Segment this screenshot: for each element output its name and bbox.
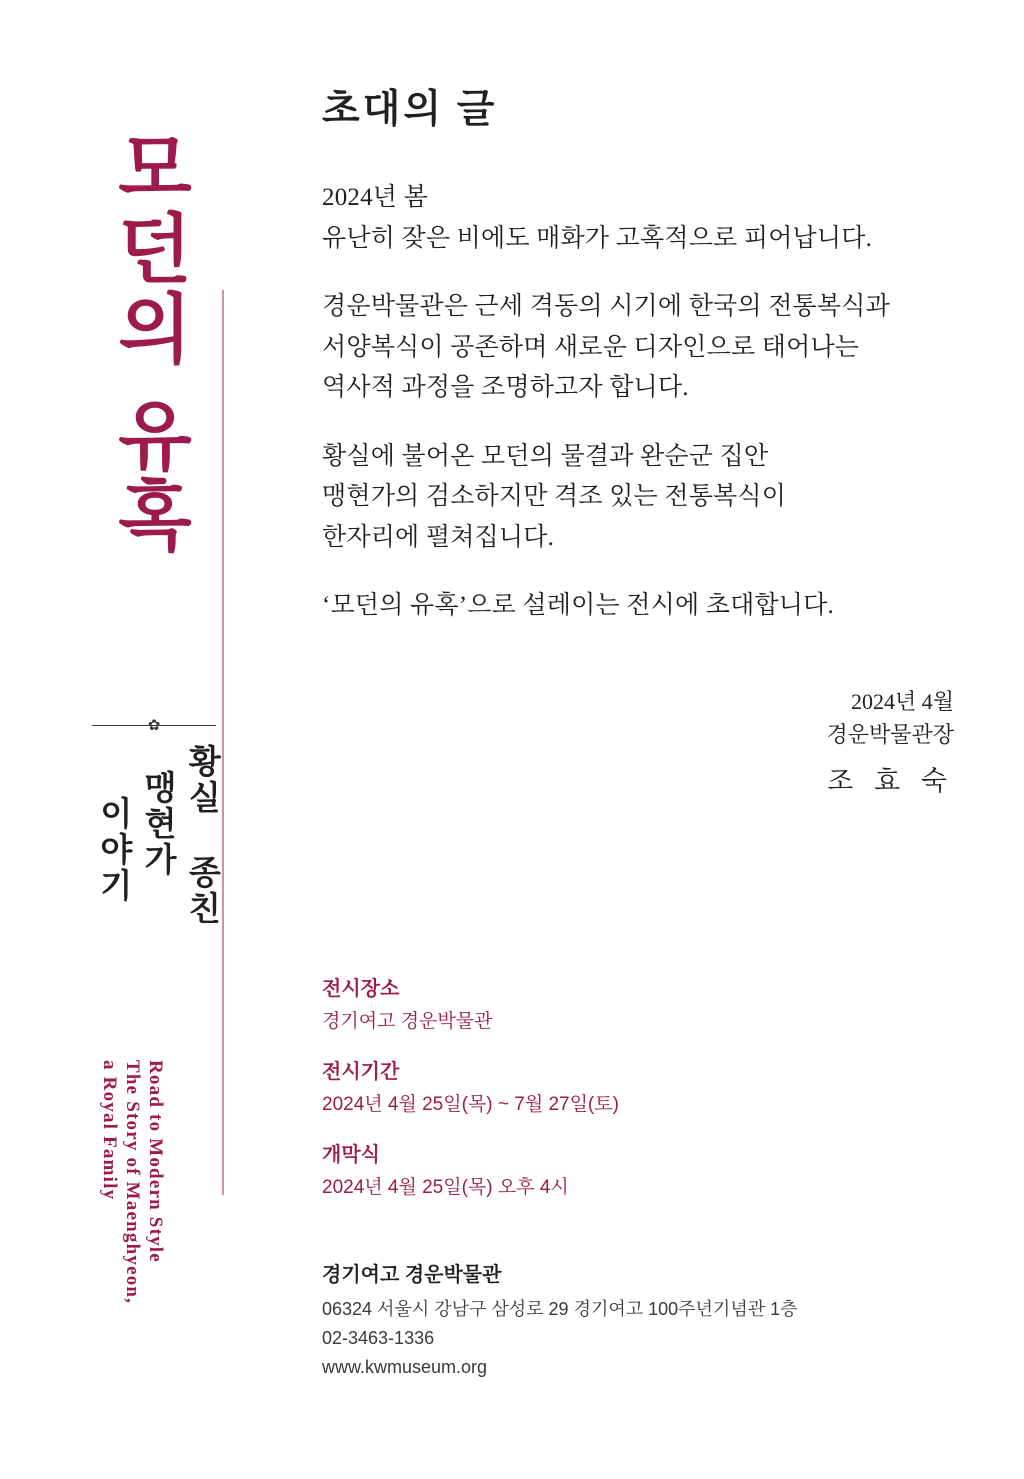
exhibition-details bbox=[322, 972, 972, 1221]
title-spacer bbox=[96, 372, 216, 398]
vertical-subtitle-col-3: 이야기 bbox=[94, 796, 131, 904]
letter-signature bbox=[322, 685, 972, 802]
detail-venue-value: 경기여고 경운박물관 bbox=[322, 1011, 493, 1032]
vertical-title-char-2: 던 bbox=[118, 208, 194, 293]
vertical-subtitle-col-1: 황실 종친 bbox=[183, 744, 220, 927]
vertical-title-char-3: 의 bbox=[118, 289, 194, 374]
museum-phone: 02-3463-1336 bbox=[322, 1328, 435, 1349]
detail-opening bbox=[322, 1138, 972, 1199]
vertical-english-title bbox=[98, 1060, 166, 1390]
detail-opening-value: 2024년 4월 25일(목) 오후 4시 bbox=[322, 1177, 569, 1198]
detail-period-value: 2024년 4월 25일(목) ~ 7월 27일(토) bbox=[322, 1094, 619, 1115]
signature-date: 2024년 4월 bbox=[850, 688, 954, 714]
signature-name: 조 효 숙 bbox=[827, 765, 954, 796]
detail-venue-label: 전시장소 bbox=[322, 978, 400, 1000]
letter-paragraph-1 bbox=[322, 178, 972, 259]
museum-address: 06324 서울시 강남구 삼성로 29 경기여고 100주년기념관 1층 bbox=[322, 1299, 798, 1319]
letter-paragraph-2 bbox=[322, 287, 972, 409]
english-title-line-1: Road to Modern Style bbox=[145, 1060, 166, 1263]
detail-venue bbox=[322, 972, 972, 1033]
invitation-letter bbox=[322, 78, 972, 801]
vertical-title-char-5: 혹 bbox=[118, 476, 194, 561]
english-title-line-2: The Story of Maenghyeon, bbox=[122, 1060, 143, 1305]
museum-name: 경기여고 경운박물관 bbox=[322, 1264, 502, 1286]
paragraph-2-line-2: 서양복식이 공존하며 새로운 디자인으로 태어나는 bbox=[322, 333, 860, 361]
paragraph-2-line-1: 경운박물관은 근세 격동의 시기에 한국의 전통복식과 bbox=[322, 293, 890, 320]
letter-paragraph-4 bbox=[322, 586, 972, 627]
paragraph-4-line-1: ‘모던의 유혹’으로 설레이는 전시에 초대합니다. bbox=[322, 592, 834, 619]
paragraph-2-line-3: 역사적 과정을 조명하고자 합니다. bbox=[322, 374, 689, 401]
detail-opening-label: 개막식 bbox=[322, 1144, 380, 1166]
vertical-title-char-1: 모 bbox=[118, 128, 194, 212]
page-title: 초대의 글 bbox=[322, 88, 498, 131]
vertical-subtitle bbox=[72, 744, 242, 984]
paragraph-3-line-2: 맹현가의 검소하지만 격조 있는 전통복식이 bbox=[322, 483, 787, 510]
museum-contact bbox=[322, 1258, 972, 1382]
letter-paragraph-3 bbox=[322, 437, 972, 559]
divider-motif-icon: ✿ bbox=[147, 716, 161, 734]
english-title-line-3: a Royal Family bbox=[99, 1060, 120, 1201]
poster-title-block bbox=[40, 130, 240, 1420]
vertical-rule-divider bbox=[222, 290, 224, 1195]
paragraph-3-line-3: 한자리에 펼쳐집니다. bbox=[322, 523, 555, 551]
paragraph-1-line-2: 유난히 잦은 비에도 매화가 고혹적으로 피어납니다. bbox=[322, 224, 873, 252]
museum-website[interactable]: www.kwmuseum.org bbox=[322, 1357, 488, 1378]
paragraph-3-line-1: 황실에 불어온 모던의 물결과 완순군 집안 bbox=[322, 442, 769, 470]
paragraph-1-line-1: 2024년 봄 bbox=[322, 184, 428, 211]
vertical-subtitle-col-2: 맹현가 bbox=[139, 770, 176, 878]
detail-period-label: 전시기간 bbox=[322, 1061, 400, 1083]
signature-role: 경운박물관장 bbox=[826, 721, 954, 747]
vertical-title-char-4: 유 bbox=[118, 395, 194, 480]
floral-divider-icon bbox=[92, 716, 216, 734]
vertical-exhibition-title bbox=[96, 130, 216, 559]
detail-period bbox=[322, 1055, 972, 1116]
